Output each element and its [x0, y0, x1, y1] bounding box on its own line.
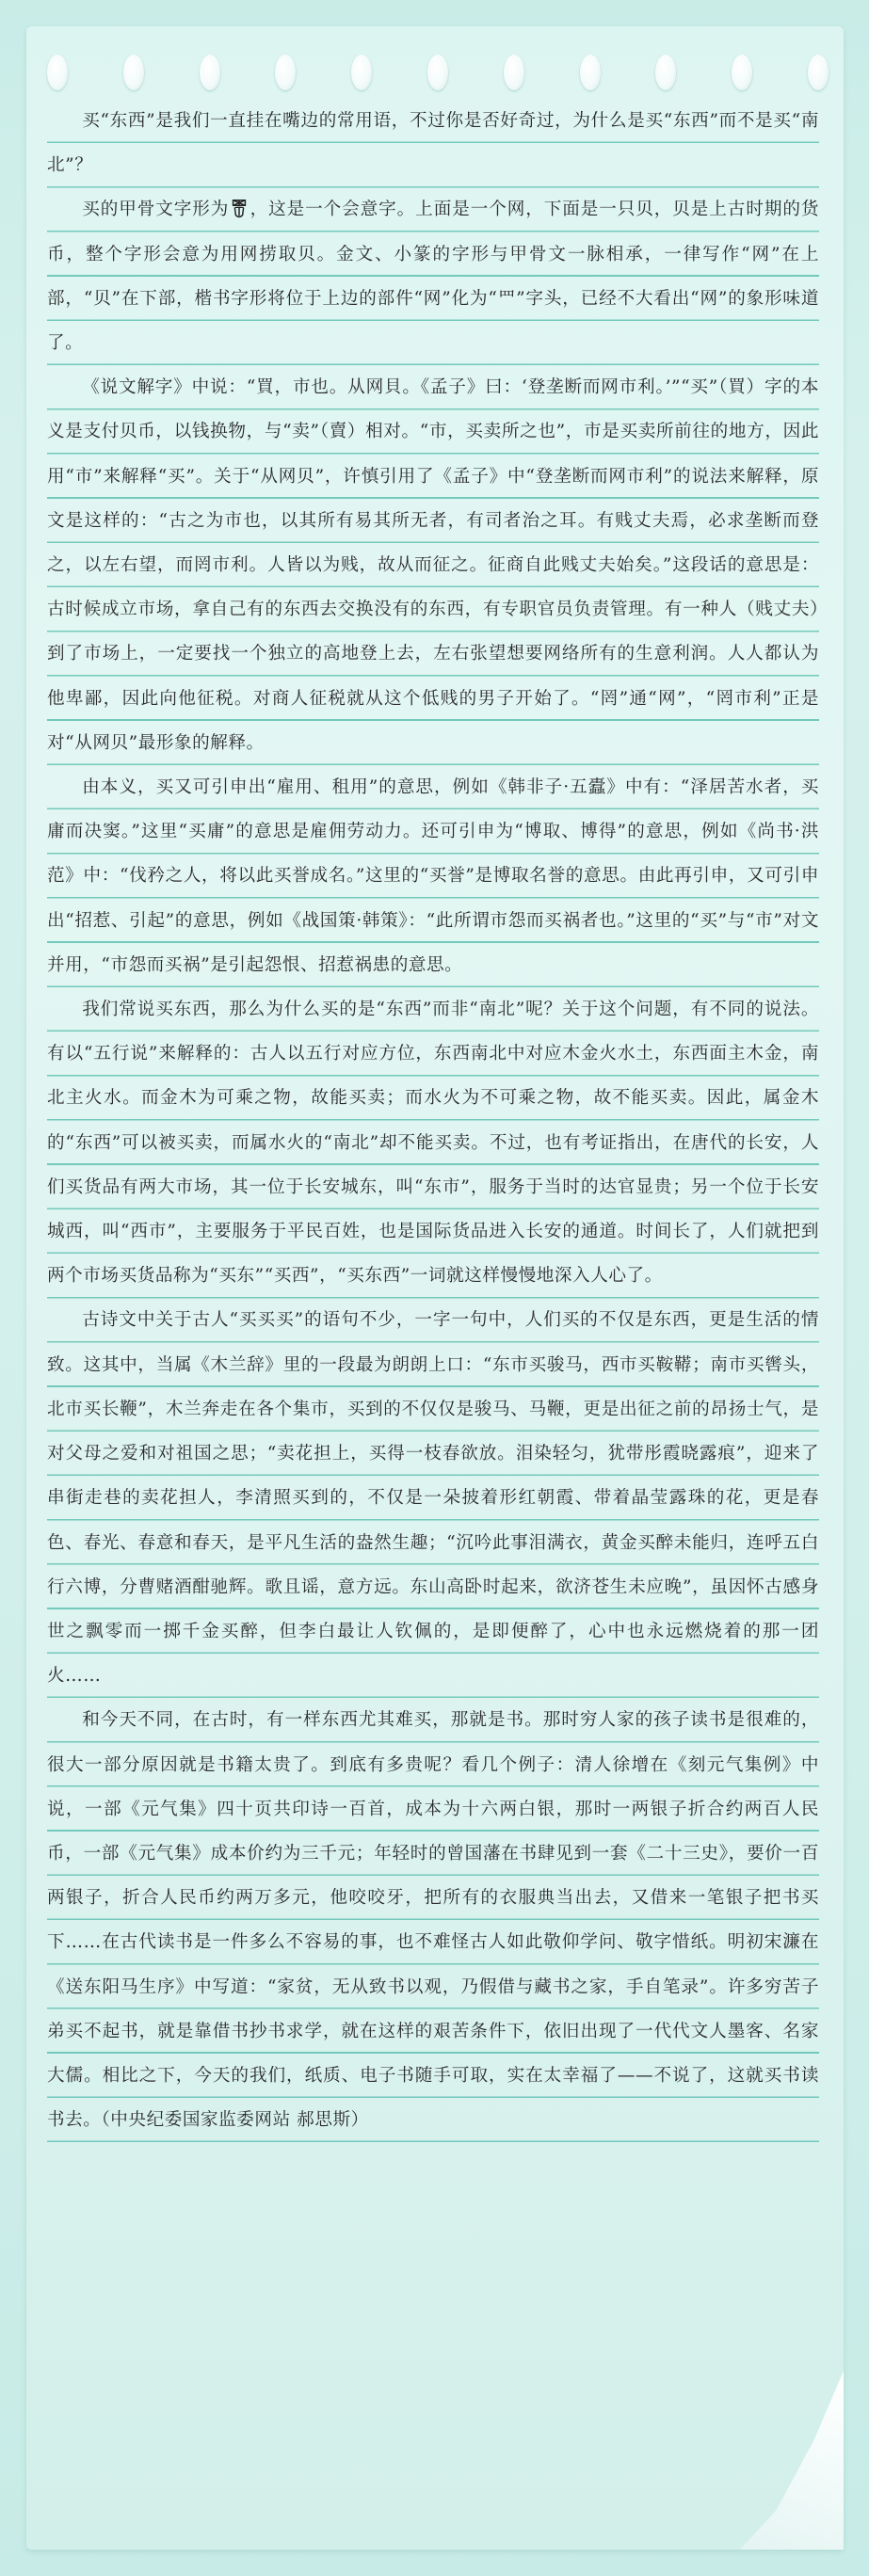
paragraph-3-text: 《说文解字》中说：“買，市也。从网貝。《孟子》曰：‘登垄断而网市利。’”“买”（買）字的本义是支付贝币，以钱换物，与“卖”（賣）相对。“市，买卖所之也”，市是买卖所前往的地方，因此用“市”来解释“买”。关于“从网贝”，许慎引用了《孟子》中“登垄断而网市利”的说法来解释，原文是这样的：“古之为市也，以其所有易其所无者，有司者治之耳。有贱丈夫焉，必求垄断而登之，以左右望，而罔市利。人皆以为贱，故从而征之。征商自此贱丈夫始矣。”这段话的意思是：古时候成立市场，拿自己有的东西去交换没有的东西，有专职官员负责管理。有一种人（贱丈夫）到了市场上，一定要找一个独立的高地登上去，左右张望想要网络所有的生意利润。人人都认为他卑鄙，因此向他征税。对商人征税就从这个低贱的男子开始了。“罔”通“网”，“罔市利”正是对“从网贝”最形象的解释。	[47, 377, 819, 753]
binder-hole	[47, 55, 68, 90]
paragraph-5	[47, 987, 819, 1298]
binder-hole	[200, 55, 220, 90]
page-curl	[740, 2371, 844, 2550]
article-body	[47, 99, 819, 2142]
paragraph-4-text: 由本义，买又可引申出“雇用、租用”的意思，例如《韩非子·五蠹》中有：“泽居苦水者，买庸而决窦。”这里“买庸”的意思是雇佣劳动力。还可引申为“博取、博得”的意思，例如《尚书·洪范》中：“伐矜之人，将以此买誉成名。”这里的“买誉”是博取名誉的意思。由此再引申，又可引申出“招惹、引起”的意思，例如《战国策·韩策》：“此所谓市怨而买祸者也。”这里的“买”与“市”对文并用，“市怨而买祸”是引起怨恨、招惹祸患的意思。	[47, 777, 819, 975]
binder-hole	[351, 55, 372, 90]
paragraph-7-text: 和今天不同，在古时，有一样东西尤其难买，那就是书。那时穷人家的孩子读书是很难的，很大一部分原因就是书籍太贵了。到底有多贵呢？看几个例子：清人徐增在《刻元气集例》中说，一部《元气集》四十页共印诗一百首，成本为十六两白银，那时一两银子折合约两百人民币，一部《元气集》成本价约为三千元；年轻时的曾国藩在书肆见到一套《二十三史》，要价一百两银子，折合人民币约两万多元，他咬咬牙，把所有的衣服典当出去，又借来一笔银子把书买下……在古代读书是一件多么不容易的事，也不难怪古人如此敬仰学问、敬字惜纸。明初宋濂在《送东阳马生序》中写道：“家贫，无从致书以观，乃假借与藏书之家，手自笔录”。许多穷苦子弟买不起书，就是靠借书抄书求学，就在这样的艰苦条件下，依旧出现了一代代文人墨客、名家大儒。相比之下，今天的我们，纸质、电子书随手可取，实在太幸福了——不说了，这就买书读书去。（中央纪委国家监委网站 郝思斯）	[47, 1710, 819, 2131]
oracle-bone-mai-icon	[229, 198, 249, 218]
binder-hole	[123, 55, 144, 90]
paragraph-3	[47, 365, 819, 765]
paragraph-2-text-b: ，这是一个会意字。上面是一个网，下面是一只贝，贝是上古时期的货币，整个字形会意为用网捞取贝。金文、小篆的字形与甲骨文一脉相承，一律写作“网”在上部，“贝”在下部，楷书字形将位于上边的部件“网”化为“罒”字头，已经不大看出“网”的象形味道了。	[47, 200, 819, 354]
binder-hole	[808, 55, 829, 90]
binder-holes	[47, 55, 829, 92]
binder-hole	[580, 55, 601, 90]
paragraph-4	[47, 765, 819, 987]
binder-hole	[275, 55, 296, 90]
paragraph-6	[47, 1298, 819, 1698]
paragraph-5-text: 我们常说买东西，那么为什么买的是“东西”而非“南北”呢？关于这个问题，有不同的说法。有以“五行说”来解释的：古人以五行对应方位，东西南北中对应木金火水土，东西面主木金，南北主火水。而金木为可乘之物，故能买卖；而水火为不可乘之物，故不能买卖。因此，属金木的“东西”可以被买卖，而属水火的“南北”却不能买卖。不过，也有考证指出，在唐代的长安，人们买货品有两大市场，其一位于长安城东，叫“东市”，服务于当时的达官显贵；另一个位于长安城西，叫“西市”，主要服务于平民百姓，也是国际货品进入长安的通道。时间长了，人们就把到两个市场买货品称为“买东”“买西”，“买东西”一词就这样慢慢地深入人心了。	[47, 1000, 819, 1287]
paragraph-1	[47, 99, 819, 187]
paragraph-7	[47, 1698, 819, 2142]
paragraph-2	[47, 187, 819, 365]
binder-hole	[655, 55, 676, 90]
binder-hole	[504, 55, 524, 90]
paragraph-2-text-a: 买的甲骨文字形为	[82, 200, 230, 220]
binder-hole	[427, 55, 448, 90]
paragraph-6-text: 古诗文中关于古人“买买买”的语句不少，一字一句中，人们买的不仅是东西，更是生活的情致。这其中，当属《木兰辞》里的一段最为朗朗上口：“东市买骏马，西市买鞍鞯；南市买辔头，北市买长鞭”，木兰奔走在各个集市，买到的不仅仅是骏马、马鞭，更是出征之前的昂扬士气，是对父母之爱和对祖国之思；“卖花担上，买得一枝春欲放。泪染轻匀，犹带彤霞晓露痕”，迎来了串街走巷的卖花担人，李清照买到的，不仅是一朵披着形红朝霞、带着晶莹露珠的花，更是春色、春光、春意和春天，是平凡生活的盎然生趣；“沉吟此事泪满衣，黄金买醉未能归，连呼五白行六博，分曹赌酒酣驰辉。歌且谣，意方远。东山高卧时起来，欲济苍生未应晚”，虽因怀古感身世之飘零而一掷千金买醉，但李白最让人钦佩的，是即便醉了，心中也永远燃烧着的那一团火……	[47, 1310, 819, 1687]
paragraph-1-text: 买“东西”是我们一直挂在嘴边的常用语，不过你是否好奇过，为什么是买“东西”而不是买“南北”？	[47, 111, 819, 176]
binder-hole	[732, 55, 752, 90]
